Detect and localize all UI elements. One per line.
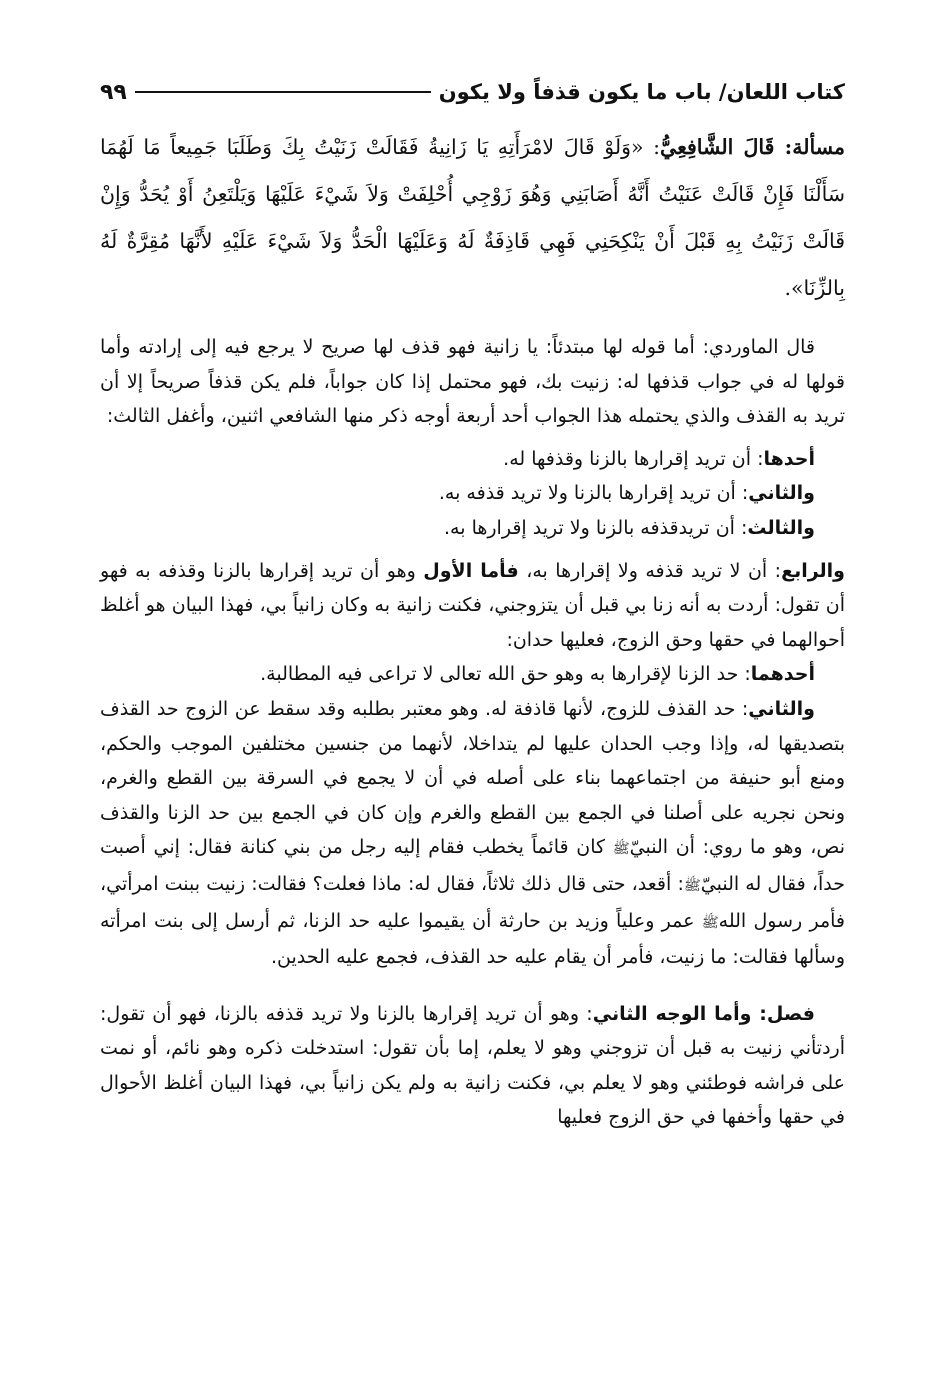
intro-paragraph: قال الماوردي: أما قوله لها مبتدئاً: يا زانية فهو قذف لها صريح لا يرجع فيه إلى إرادته وأما قولها له في جواب قذفها له: زنيت بك، فهو محتمل إذا كان جواباً، فلم يكن قذفاً صريحاً إلا أن تريد به القذف والذي يحتمله هذا الجواب أحد أربعة أوجه ذكر منها الشافعي اثنين، وأغفل الثالث: [100,336,845,428]
hadd-first-text: : حد الزنا لإقرارها به وهو حق الله تعالى لا تراعى فيه المطالبة. [260,663,751,686]
masala-paragraph [100,124,845,312]
page-number: ٩٩ [100,79,127,105]
hadd-second-paragraph [100,692,845,975]
hadd-second-text-c: : أقعد، حتى قال ذلك ثلاثاً، فقال له: ماذا فعلت؟ فقالت: زنيت ببنت امرأتي، فأمر رسول الله [100,872,845,932]
hadd-second-text-d: عمر وعلياً وزيد بن حارثة أن يقيموا عليه حد الزنا، ثم أرسل إلى بنت امرأته وسألها فقالت: ما زنيت، فأمر أن يقام عليه حد القذف، فجمع عليه الحدين. [100,909,845,969]
masala-text: : «وَلَوْ قَالَ لامْرَأَتِهِ يَا زَانِيةُ فَقَالَتْ زَنَيْتُ بِكَ وَطَلَبَا جَمِيعاً مَا لَهُمَا سَأَلْنَا فَإِنْ قَالَتْ عَنَيْتُ أَنَّهُ أَصَابَنِي وَهُوَ زَوْجِي أُحْلِفَتْ وَلاَ شَيْءَ عَلَيْهَا وَيَلْتَعِنُ أَوْ يُحَدُّ وَإِنْ قَالَتْ زَنَيْتُ بِهِ قَبْلَ أَنْ يَنْكِحَنِي فَهِي قَاذِفَةٌ لَهُ وَعَلَيْهَا الْحَدُّ وَلاَ شَيْءَ عَلَيْهِ لأَنَّهَا مُقِرَّةٌ لَهُ بِالزِّنَا». [100,135,845,300]
wajh-text: : أن تريد إقرارها بالزنا وقذفها له. [503,447,764,470]
hadd-first-lead: أحدهما [750,663,815,686]
wajh-lead: أحدها [763,447,815,470]
masala-label: مسألة [792,135,845,159]
awwal-lead: فأما الأول [423,559,519,582]
wujuh-list [100,442,845,546]
hadd-first-paragraph [100,657,845,692]
wajh-text: : أن تريد إقرارها بالزنا ولا تريد قذفه به. [438,482,749,505]
rabi-text-2: وهو أن تريد إقرارها بالزنا وقذفه به فهو أن تقول: أردت به أنه زنا بي قبل أن يتزوجني، فكنت زانية به وكان زانياً بي، فهذا البيان هو أغلظ أحوالهما في حقها وحق الزوج، فعليها حدان: [100,559,845,651]
wajh-item-1 [100,442,845,477]
masala-speaker: قَالَ الشَّافِعِيُّ [660,135,775,159]
running-title: كتاب اللعان/ باب ما يكون قذفاً ولا يكون [438,80,845,104]
wajh-lead: والثاني [748,482,815,505]
wajh-item-2 [100,476,845,511]
salla-ligature-1: ﷺ [612,841,630,858]
rabi-text-1: : أن لا تريد قذفه ولا إقرارها به، [518,559,782,582]
salla-ligature-3: ﷺ [701,914,719,931]
running-header [100,72,845,112]
colon-separator: : [774,135,793,159]
wajh-text: : أن تريدقذفه بالزنا ولا تريد إقرارها به. [444,516,748,539]
hadd-second-text-b: كان قائماً يخطب فقام إليه رجل من بني كنانة فقال: إني أصبت حداً، فقال له النبيّ [100,836,845,895]
hadd-second-lead: والثاني [748,697,815,720]
hadd-second-text-a: : حد القذف للزوج، لأنها قاذفة له. وهو معتبر بطلبه وقد سقط عن الزوج حد القذف بتصديقها له، وإذا وجب الحدان عليها لم يتداخلا، لأنهما من جنسين مختلفين الموجب والحكم، ومنع أبو حنيفة من اجتماعهما بناء على أصله في أن لا يجمع في السرقة بين القطع والغرم، ونحن نجريه على أصلنا في الجمع بين القطع والغرم وإن كان في الجمع بين حد الزنا والقذف نص، وهو ما روي: أن النبيّ [100,697,845,859]
fasl-paragraph [100,997,845,1135]
fasl-lead: فصل: وأما الوجه الثاني [592,1002,815,1025]
wajh-lead: والثالث [747,516,815,539]
book-page [100,72,845,1135]
rabi-lead: والرابع [781,559,845,582]
rabi-paragraph [100,554,845,658]
fasl-text: : وهو أن تريد إقرارها بالزنا ولا تريد قذفه بالزنا، فهو أن تقول: أردتأني زنيت به قبل أن تزوجني وهو لا يعلم، إما بأن تقول: استدخلت ذكره وهو نائم، أو نمت على فراشه فوطئني وهو لا يعلم بي، فكنت زانية به ولم يكن زانياً بي، فهذا البيان أغلظ الأحوال في حقها وأخفها في حق الزوج فعليها [100,1002,845,1129]
header-rule [135,91,431,93]
salla-ligature-2: ﷺ [683,877,701,894]
wajh-item-3 [100,511,845,546]
